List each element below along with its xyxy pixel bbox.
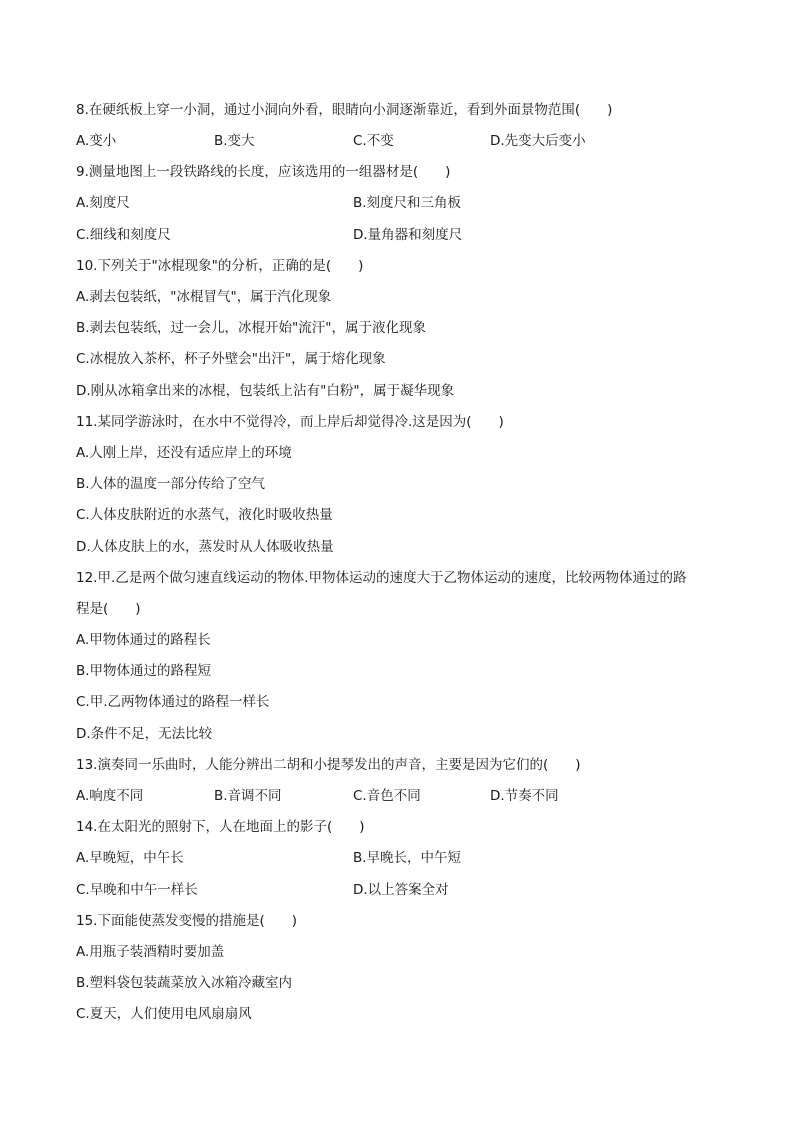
question-10-option-d: D.刚从冰箱拿出来的冰棍，包装纸上沾有"白粉"，属于凝华现象 bbox=[76, 383, 455, 399]
question-8-option-d: D.先变大后变小 bbox=[490, 133, 586, 149]
question-12-option-d: D.条件不足，无法比较 bbox=[76, 726, 213, 742]
question-11-option-a: A.人刚上岸，还没有适应岸上的环境 bbox=[76, 445, 292, 461]
question-12-stem-continued: 程是( ) bbox=[76, 601, 141, 617]
question-15-option-a: A.用瓶子装酒精时要加盖 bbox=[76, 944, 225, 960]
question-13-option-b: B.音调不同 bbox=[214, 788, 282, 804]
question-8-option-b: B.变大 bbox=[214, 133, 255, 149]
question-11-option-c: C.人体皮肤附近的水蒸气，液化时吸收热量 bbox=[76, 507, 333, 523]
question-13-stem: 13.演奏同一乐曲时，人能分辨出二胡和小提琴发出的声音，主要是因为它们的( ) bbox=[76, 757, 581, 773]
question-14-option-a: A.早晚短，中午长 bbox=[76, 850, 184, 866]
question-9-stem: 9.测量地图上一段铁路线的长度，应该选用的一组器材是( ) bbox=[76, 164, 451, 180]
question-10-option-c: C.冰棍放入茶杯，杯子外壁会"出汗"，属于熔化现象 bbox=[76, 351, 386, 367]
question-14-stem: 14.在太阳光的照射下，人在地面上的影子( ) bbox=[76, 819, 365, 835]
question-13-option-d: D.节奏不同 bbox=[490, 788, 559, 804]
question-11-option-b: B.人体的温度一部分传给了空气 bbox=[76, 476, 266, 492]
question-15-option-b: B.塑料袋包装蔬菜放入冰箱冷藏室内 bbox=[76, 975, 293, 991]
question-12-option-a: A.甲物体通过的路程长 bbox=[76, 632, 211, 648]
question-10-option-b: B.剥去包装纸，过一会儿，冰棍开始"流汗"，属于液化现象 bbox=[76, 320, 426, 336]
question-13-option-a: A.响度不同 bbox=[76, 788, 144, 804]
question-9-option-d: D.量角器和刻度尺 bbox=[353, 227, 463, 243]
question-13-option-c: C.音色不同 bbox=[353, 788, 421, 804]
question-14-option-c: C.早晚和中午一样长 bbox=[76, 882, 198, 898]
question-9-option-b: B.刻度尺和三角板 bbox=[353, 195, 462, 211]
question-8-option-c: C.不变 bbox=[353, 133, 394, 149]
question-8-stem: 8.在硬纸板上穿一小洞，通过小洞向外看，眼睛向小洞逐渐靠近，看到外面景物范围( ) bbox=[76, 102, 613, 118]
question-12-stem: 12.甲.乙是两个做匀速直线运动的物体.甲物体运动的速度大于乙物体运动的速度，比较两物体通过的路 bbox=[76, 570, 687, 586]
question-9-option-c: C.细线和刻度尺 bbox=[76, 227, 171, 243]
question-12-option-c: C.甲.乙两物体通过的路程一样长 bbox=[76, 694, 270, 710]
question-8-option-a: A.变小 bbox=[76, 133, 117, 149]
question-12-option-b: B.甲物体通过的路程短 bbox=[76, 663, 212, 679]
question-10-option-a: A.剥去包装纸，"冰棍冒气"，属于汽化现象 bbox=[76, 289, 332, 305]
question-11-option-d: D.人体皮肤上的水，蒸发时从人体吸收热量 bbox=[76, 539, 334, 555]
question-14-option-b: B.早晚长，中午短 bbox=[353, 850, 462, 866]
question-11-stem: 11.某同学游泳时，在水中不觉得冷，而上岸后却觉得冷.这是因为( ) bbox=[76, 414, 504, 430]
question-9-option-a: A.刻度尺 bbox=[76, 195, 130, 211]
question-15-stem: 15.下面能使蒸发变慢的措施是( ) bbox=[76, 913, 298, 929]
question-14-option-d: D.以上答案全对 bbox=[353, 882, 449, 898]
question-10-stem: 10.下列关于"冰棍现象"的分析，正确的是( ) bbox=[76, 258, 364, 274]
question-15-option-c: C.夏天，人们使用电风扇扇风 bbox=[76, 1006, 252, 1022]
